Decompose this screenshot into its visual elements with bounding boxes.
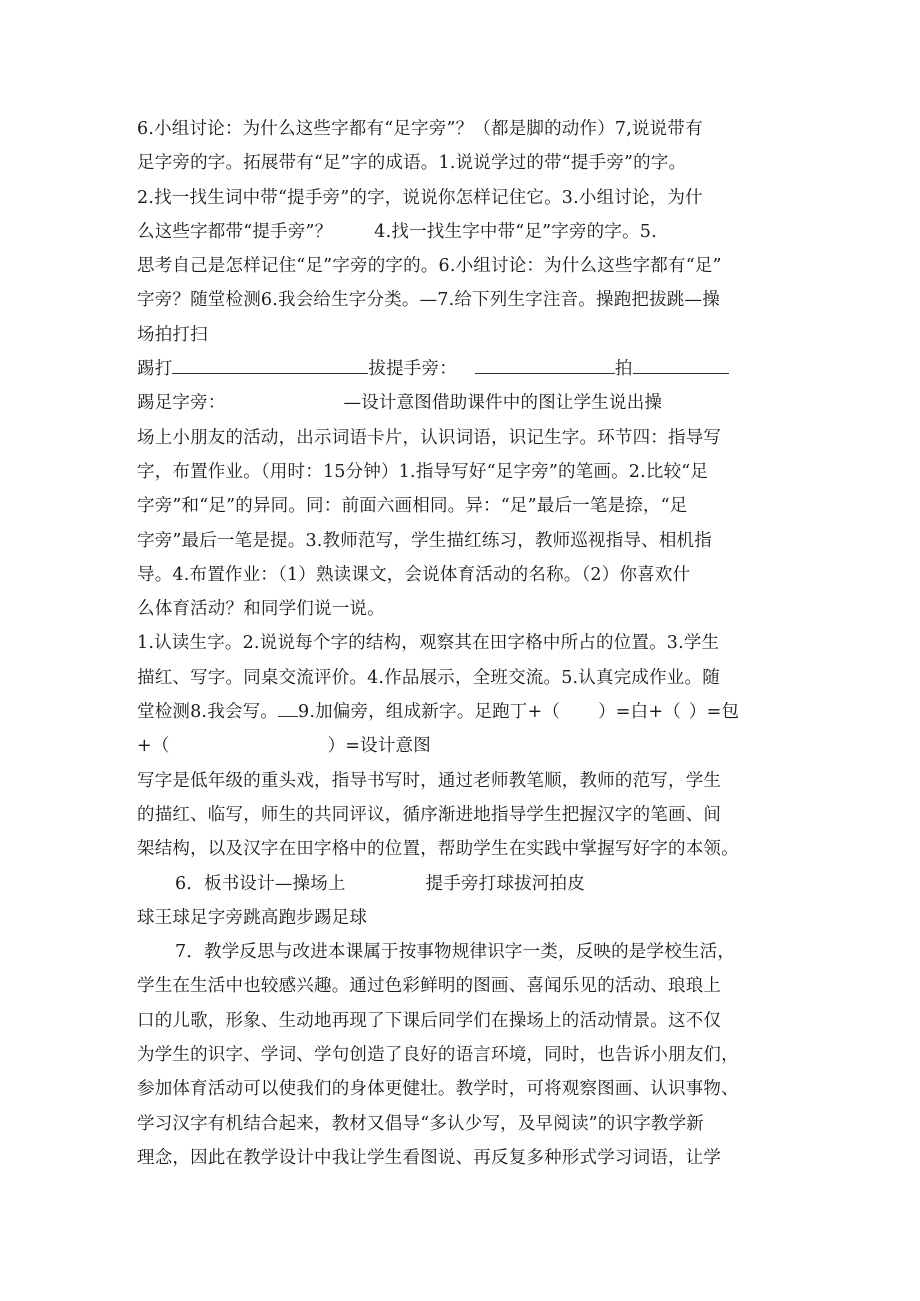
answer-blank [278,698,298,717]
text-line: 字旁”最后一笔是提。3.教师范写，学生描红练习，教师巡视指导、相机指 [137,530,712,551]
text-line: 场上小朋友的活动，出示词语卡片，认识词语，识记生字。环节四：指导写 [137,427,722,448]
text-line: 么体育活动？和同学们说一说。 [137,599,385,620]
text-line: 字旁？随堂检测6.我会给生字分类。—7.给下列生字注音。操跑把拔跳—操 [137,290,720,311]
text-segment: 拔提手旁： [368,359,457,380]
fill-in-line [137,729,797,763]
text-line: 6.小组讨论：为什么这些字都有“足字旁”？（都是脚的动作）7,说说带有 [137,119,703,139]
text-segment: 9.加偏旁，组成新字。足跑丁+（ [298,702,561,723]
text-line: 思考自己是怎样记住“足”字旁的字的。6.小组讨论：为什么这些字都有“足” [137,256,722,277]
answer-blank [172,355,368,374]
fill-in-line [137,352,797,386]
text-segment: ）=包 [688,702,740,723]
text-segment: 提手旁打球拔河拍皮 [425,873,585,894]
text-line: 球王球足字旁跳高跑步踢足球 [137,907,368,928]
text-line: 参加体育活动可以使我们的身体更健壮。教学时，可将观察图画、认识事物、 [137,1079,739,1100]
text-line: 的描红、临写，师生的共同评议，循序渐进地指导学生把握汉字的笔画、间 [137,804,722,825]
fill-in-line [137,695,797,729]
text-line: 足字旁的字。拓展带有“足”字的成语。1.说说学过的带“提手旁”的字。 [137,153,687,174]
text-segment: 踢足字旁： [137,393,226,414]
text-line: 描红、写字。同桌交流评价。4.作品展示，全班交流。5.认真完成作业。随 [137,667,720,688]
document-page [137,112,797,1175]
text-line: 写字是低年级的重头戏，指导书写时，通过老师教笔顺，教师的范写，学生 [137,770,722,791]
text-line: 为学生的识字、学词、学句创造了良好的语言环境，同时，也告诉小朋友们， [137,1045,739,1066]
text-segment: 拍 [614,359,633,380]
text-segment: 堂检测8.我会写。 [137,702,278,723]
text-line: 口的儿歌，形象、生动地再现了下课后同学们在操场上的活动情景。这不仅 [137,1010,722,1031]
text-line: 架结构，以及汉字在田字格中的位置，帮助学生在实践中掌握写好字的本领。 [137,839,739,860]
text-line: 2.找一找生词中带“提手旁”的字，说说你怎样记住它。3.小组讨论，为什 [137,187,703,208]
text-line: 理念，因此在教学设计中我让学生看图说、再反复多种形式学习词语，让学 [137,1147,722,1168]
text-segment: 踢打 [137,359,173,380]
text-segment: 么这些字都带“提手旁”？ [137,221,333,242]
section-heading: 7．教学反思与改进本课属于按事物规律识字一类，反映的是学校生活， [175,942,736,963]
section-heading: 6．板书设计—操场上 [175,873,346,894]
text-line: 学习汉字有机结合起来，教材又倡导“多认少写，及早阅读”的识字教学新 [137,1113,704,1134]
answer-blank [475,355,615,374]
text-line: 学生在生活中也较感兴趣。通过色彩鲜明的图画、喜闻乐见的活动、琅琅上 [137,976,722,997]
text-line [137,867,797,901]
text-segment: ）=设计意图 [327,736,431,757]
text-line [137,215,797,249]
text-segment: —设计意图借助课件中的图让学生说出操 [343,393,663,414]
text-line: 场拍打扫 [137,324,208,345]
text-line: 导。4.布置作业：（1）熟读课文，会说体育活动的名称。（2）你喜欢什 [137,564,691,585]
text-line: 字，布置作业。（用时：15分钟）1.指导写好“足字旁”的笔画。2.比较“足 [137,461,709,482]
text-segment: ）=白+（ [598,702,681,723]
text-segment: 4.找一找生字中带“足”字旁的字。5. [374,221,657,242]
answer-blank [633,355,729,374]
text-line: 1.认读生字。2.说说每个字的结构，观察其在田字格中所占的位置。3.学生 [137,633,720,654]
text-line: 字旁”和“足”的异同。同：前面六画相同。异：“足”最后一笔是捺，“足 [137,496,688,517]
text-line [137,386,797,420]
text-segment: +（ [137,736,170,757]
